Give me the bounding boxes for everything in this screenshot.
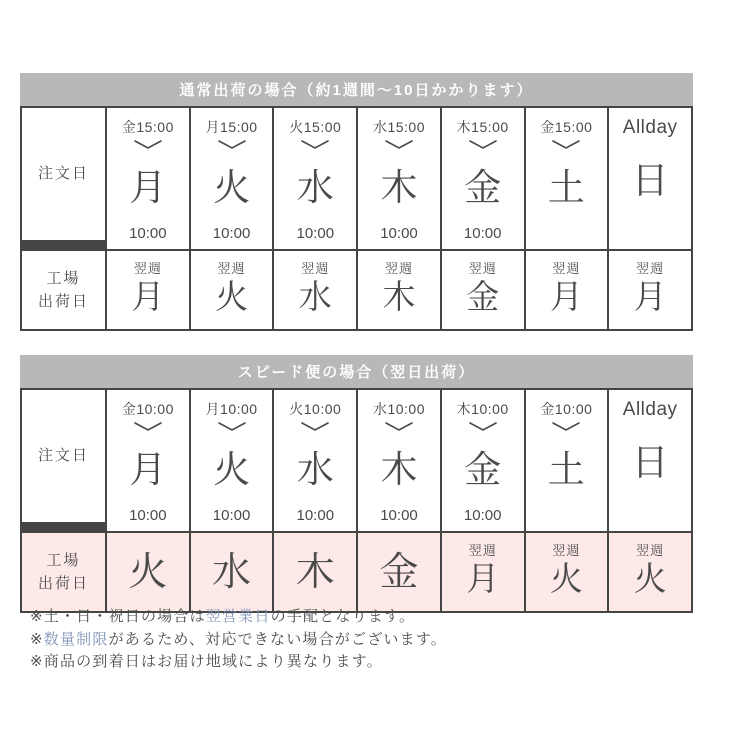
next-week-label: 翌週 xyxy=(384,261,413,276)
chevron-down-icon xyxy=(133,421,163,432)
ship-day: 木 xyxy=(295,550,335,594)
order-day-cell xyxy=(358,390,440,531)
order-deadline: 木10:00 xyxy=(456,401,509,417)
order-day: 火 xyxy=(213,167,251,208)
chevron-down-icon xyxy=(468,139,498,150)
ship-day-cell xyxy=(609,533,691,611)
ship-day-cell xyxy=(442,533,524,611)
order-deadline: 火10:00 xyxy=(289,401,342,417)
order-time: 10:00 xyxy=(380,507,418,524)
order-time: 10:00 xyxy=(463,225,502,242)
order-day: 金 xyxy=(464,449,502,490)
ship-day: 金 xyxy=(379,550,419,594)
ship-day-cell xyxy=(442,251,524,329)
next-week-label: 翌週 xyxy=(217,261,246,276)
note-text: ※土・日・祝日の場合は xyxy=(30,608,206,625)
order-day-cell xyxy=(274,108,356,249)
next-week-label: 翌週 xyxy=(636,543,665,558)
normal-shipping-title: 通常出荷の場合（約1週間〜10日かかります） xyxy=(20,73,693,106)
order-deadline: 月15:00 xyxy=(205,119,258,135)
order-day: 土 xyxy=(547,167,585,208)
chevron-down-icon xyxy=(133,139,163,150)
order-day: 金 xyxy=(464,167,502,208)
order-deadline: 水15:00 xyxy=(372,119,426,135)
note-text: があるため、対応できない場合がございます。 xyxy=(108,630,447,648)
ship-day-cell xyxy=(107,251,189,329)
note-text: ※商品の到着日はお届け地域により異なります。 xyxy=(30,653,383,670)
order-deadline: 水10:00 xyxy=(372,401,426,417)
order-time: 10:00 xyxy=(380,225,418,242)
order-day-cell xyxy=(191,108,273,249)
order-day-cell xyxy=(358,108,440,249)
order-day-cell xyxy=(107,390,189,531)
order-deadline: 月10:00 xyxy=(205,401,258,417)
order-day: 土 xyxy=(547,449,585,490)
order-day: 月 xyxy=(129,449,167,490)
ship-day: 木 xyxy=(382,278,416,315)
order-deadline: 金10:00 xyxy=(121,401,174,417)
note-link[interactable]: 数量制限 xyxy=(43,630,109,648)
ship-row-label-line1: 工場 xyxy=(46,269,81,287)
chevron-down-icon xyxy=(384,421,414,432)
ship-day: 火 xyxy=(633,560,667,597)
express-shipping-grid xyxy=(20,388,693,613)
note-line xyxy=(30,629,447,651)
order-day: 水 xyxy=(296,167,334,208)
notes xyxy=(30,606,447,674)
order-row-label: 注文日 xyxy=(22,390,105,522)
order-day: 木 xyxy=(380,167,418,208)
ship-day: 水 xyxy=(298,278,332,315)
note-link[interactable]: 翌営業日 xyxy=(205,608,271,625)
table-spacer xyxy=(20,331,693,355)
express-shipping-section xyxy=(20,355,693,613)
order-time: 10:00 xyxy=(212,225,251,242)
chevron-down-icon xyxy=(300,421,330,432)
order-day: 月 xyxy=(129,167,167,208)
next-week-label: 翌週 xyxy=(301,261,330,276)
ship-day-cell xyxy=(526,533,608,611)
note-text: ※ xyxy=(30,630,44,648)
order-deadline: 木15:00 xyxy=(456,119,509,135)
ship-day-cell xyxy=(107,533,189,611)
ship-row-label-line2: 出荷日 xyxy=(37,575,89,592)
shipping-schedule xyxy=(20,73,693,613)
ship-day: 金 xyxy=(466,278,500,315)
ship-row-label-line1: 工場 xyxy=(46,551,81,569)
ship-day: 月 xyxy=(131,278,165,315)
ship-day: 火 xyxy=(215,278,249,315)
chevron-down-icon xyxy=(300,139,330,150)
ship-day: 月 xyxy=(633,278,667,315)
ship-day-cell xyxy=(358,251,440,329)
allday-label: Allday xyxy=(622,399,678,420)
order-day-cell xyxy=(442,108,524,249)
order-time: 10:00 xyxy=(296,225,335,242)
ship-day: 火 xyxy=(128,550,168,594)
order-day-cell xyxy=(442,390,524,531)
order-day-cell xyxy=(526,108,608,249)
ship-day-cell xyxy=(274,251,356,329)
ship-day-cell xyxy=(526,251,608,329)
chevron-down-icon xyxy=(468,421,498,432)
chevron-down-icon xyxy=(384,139,414,150)
chevron-down-icon xyxy=(217,421,247,432)
express-shipping-title: スピード便の場合（翌日出荷） xyxy=(20,355,693,388)
note-line xyxy=(30,606,447,628)
order-time: 10:00 xyxy=(129,507,167,524)
ship-day: 火 xyxy=(549,560,583,597)
next-week-label: 翌週 xyxy=(468,261,497,276)
order-time: 10:00 xyxy=(463,507,502,524)
ship-row-label-line2: 出荷日 xyxy=(37,293,89,310)
order-day: 水 xyxy=(296,449,334,490)
chevron-down-icon xyxy=(551,139,581,150)
order-deadline: 金15:00 xyxy=(540,119,593,135)
next-week-label: 翌週 xyxy=(468,543,497,558)
ship-day-cell xyxy=(274,533,356,611)
order-time: 10:00 xyxy=(296,507,335,524)
chevron-down-icon xyxy=(217,139,247,150)
order-time: 10:00 xyxy=(212,507,251,524)
order-day: 木 xyxy=(380,449,418,490)
order-time: 10:00 xyxy=(129,225,167,242)
order-row-label: 注文日 xyxy=(22,108,105,240)
normal-shipping-grid xyxy=(20,106,693,331)
next-week-label: 翌週 xyxy=(133,261,162,276)
order-day: 火 xyxy=(213,449,251,490)
note-text: の手配となります。 xyxy=(270,608,416,625)
order-deadline: 金15:00 xyxy=(121,119,174,135)
ship-day-cell xyxy=(191,533,273,611)
allday-label: Allday xyxy=(622,117,678,138)
ship-day: 月 xyxy=(466,560,500,597)
ship-row-label xyxy=(22,533,105,611)
order-day-cell xyxy=(107,108,189,249)
ship-day-cell xyxy=(609,251,691,329)
order-day: 日 xyxy=(631,441,669,483)
next-week-label: 翌週 xyxy=(552,261,581,276)
ship-row-label xyxy=(22,251,105,329)
order-deadline: 金10:00 xyxy=(540,401,593,417)
next-week-label: 翌週 xyxy=(552,543,581,558)
order-day-cell xyxy=(609,390,691,531)
note-line xyxy=(30,651,447,673)
order-day-cell xyxy=(526,390,608,531)
order-day-cell xyxy=(274,390,356,531)
order-day: 日 xyxy=(631,159,669,201)
ship-day: 水 xyxy=(212,550,252,594)
ship-day-cell xyxy=(358,533,440,611)
order-day-cell xyxy=(609,108,691,249)
next-week-label: 翌週 xyxy=(636,261,665,276)
normal-shipping-section xyxy=(20,73,693,331)
order-day-cell xyxy=(191,390,273,531)
chevron-down-icon xyxy=(551,421,581,432)
ship-day-cell xyxy=(191,251,273,329)
order-deadline: 火15:00 xyxy=(289,119,342,135)
ship-day: 月 xyxy=(549,278,583,315)
